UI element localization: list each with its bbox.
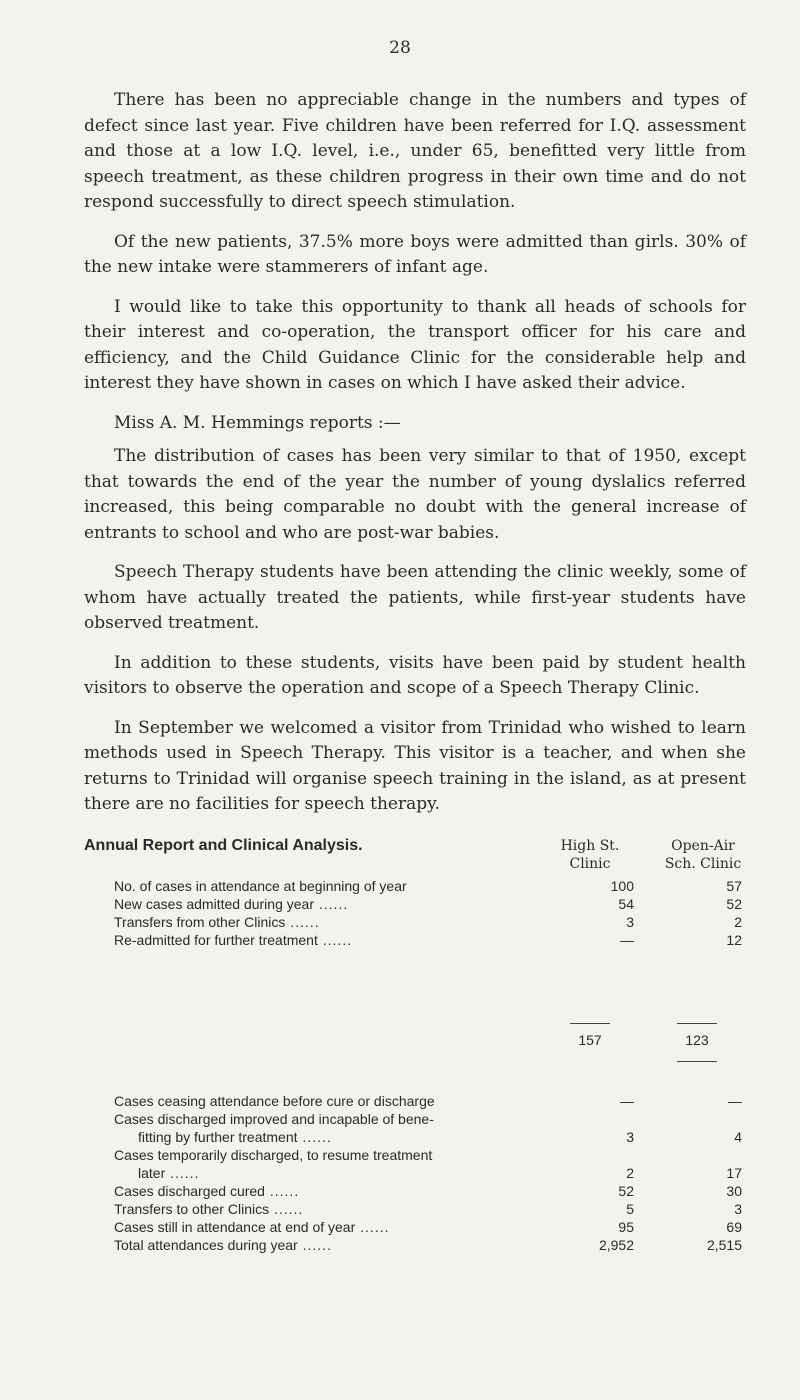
table-row [114, 1182, 742, 1200]
table-row [114, 1146, 742, 1164]
row-label [114, 1128, 554, 1146]
paragraph-students: Speech Therapy students have been attending the clinic weekly, some of whom have actually treated the patients, while first-year students have observed treatment. [84, 562, 746, 633]
value-open-air: 30 [726, 1183, 742, 1199]
value-high-st [554, 1146, 634, 1164]
row-label [114, 877, 554, 895]
row-label-text: later [138, 1165, 166, 1181]
row-label [114, 1092, 554, 1110]
table-row [114, 1110, 742, 1128]
row-label [114, 1182, 554, 1200]
row-label-text: Total attendances during year [114, 1237, 298, 1253]
column-heading-line: Sch. Clinic [664, 856, 742, 872]
value-open-air: 12 [726, 932, 742, 948]
leader-dots: ...... [285, 914, 320, 930]
row-label-text: Re-admitted for further treatment [114, 932, 318, 948]
value-open-air: 52 [726, 896, 742, 912]
value-high-st: 100 [610, 878, 634, 894]
row-label [114, 1218, 554, 1236]
total-underline [677, 1061, 717, 1062]
value-open-air: 57 [726, 878, 742, 894]
row-label-text: fitting by further treatment [138, 1129, 298, 1145]
total-open-air: 123 [685, 1032, 709, 1048]
leader-dots: ...... [165, 1165, 200, 1181]
row-label [114, 1236, 554, 1254]
row-label [114, 913, 554, 931]
table-row [114, 1236, 742, 1254]
row-label-text: Transfers to other Clinics [114, 1201, 270, 1217]
row-label [114, 1146, 554, 1164]
leader-dots: ...... [317, 932, 353, 948]
value-open-air: 69 [726, 1219, 742, 1235]
row-label [114, 1200, 554, 1218]
discharges-table [114, 1092, 742, 1254]
value-high-st: 54 [618, 896, 634, 912]
value-high-st: 95 [618, 1219, 634, 1235]
table-row [114, 1092, 742, 1110]
value-high-st [554, 1110, 634, 1128]
leader-dots: ...... [297, 1129, 332, 1145]
value-open-air: — [728, 1093, 742, 1109]
table-row [114, 931, 742, 949]
value-open-air: 17 [726, 1165, 742, 1181]
page-number: 28 [389, 38, 411, 58]
value-open-air [634, 1146, 742, 1164]
row-label-text: Cases still in attendance at end of year [114, 1219, 356, 1235]
paragraph-new-patients: Of the new patients, 37.5% more boys were admitted than girls. 30% of the new intake were stammerers of infant age. [84, 231, 746, 277]
value-high-st: 52 [618, 1183, 634, 1199]
value-open-air: 3 [734, 1201, 742, 1217]
column-heading-open-air [648, 837, 758, 873]
total-rule [677, 1023, 717, 1024]
report-heading: Annual Report and Clinical Analysis. [84, 837, 363, 854]
value-open-air: 2 [734, 914, 742, 930]
leader-dots: ...... [314, 896, 349, 912]
total-high-st: 157 [578, 1032, 602, 1048]
column-heading-line: Open-Air [671, 838, 735, 854]
table-row [114, 1164, 742, 1182]
leader-dots: ...... [355, 1219, 390, 1235]
value-open-air: 2,515 [706, 1237, 742, 1253]
value-open-air [634, 1110, 742, 1128]
row-label-text: Cases discharged cured [114, 1183, 265, 1199]
value-high-st: 3 [626, 1129, 634, 1145]
table-row [114, 913, 742, 931]
table-row [114, 877, 742, 895]
value-high-st: 2 [626, 1165, 634, 1181]
table-row [114, 1200, 742, 1218]
row-label-text: Transfers from other Clinics [114, 914, 286, 930]
row-label-text: New cases admitted during year [114, 896, 314, 912]
paragraph-hemmings-reports: Miss A. M. Hemmings reports :— [114, 412, 401, 433]
row-label-text: Cases ceasing attendance before cure or discharge [114, 1093, 435, 1109]
paragraph-iq-assessment: There has been no appreciable change in the numbers and types of defect since last year. Five children have been referred for I.Q. assessment and those at a low I.Q. level, i.e., under 65, benefitted very little from speech treatment, as these children progress in their own time and do not respond successfully to direct speech stimulation. [84, 90, 746, 212]
row-label [114, 1164, 554, 1182]
row-label-text: No. of cases in attendance at beginning of year [114, 878, 407, 894]
row-label [114, 1110, 554, 1128]
paragraph-health-visitors: In addition to these students, visits have been paid by student health visitors to observe the operation and scope of a Speech Therapy Clinic. [84, 652, 746, 698]
column-heading-line: Clinic [569, 856, 611, 872]
value-open-air: 4 [734, 1129, 742, 1145]
admissions-table [114, 877, 742, 949]
value-high-st: 2,952 [598, 1237, 634, 1253]
row-label [114, 931, 554, 949]
row-label-text: Cases discharged improved and incapable of bene- [114, 1111, 434, 1127]
row-label [114, 895, 554, 913]
paragraph-trinidad-visitor: In September we welcomed a visitor from Trinidad who wished to learn methods used in Speech Therapy. This visitor is a teacher, and when she returns to Trinidad will organise speech training in the island, as at present there are no facilities for speech therapy. [84, 717, 746, 814]
body-text [84, 88, 746, 832]
table-row [114, 895, 742, 913]
leader-dots: ...... [297, 1237, 332, 1253]
column-heading-high-st [535, 837, 645, 873]
table-row [114, 1128, 742, 1146]
total-rule [570, 1023, 610, 1024]
column-heading-line: High St. [560, 838, 620, 854]
value-high-st: — [620, 932, 634, 948]
row-label-text: Cases temporarily discharged, to resume treatment [114, 1147, 433, 1163]
value-high-st: 5 [626, 1201, 634, 1217]
leader-dots: ...... [269, 1201, 304, 1217]
paragraph-thanks: I would like to take this opportunity to thank all heads of schools for their interest and co-operation, the transport officer for his care and efficiency, and the Child Guidance Clinic for the considerable help and interest they have shown in cases on which I have asked their advice. [84, 296, 746, 393]
table-row [114, 1218, 742, 1236]
value-high-st: 3 [626, 914, 634, 930]
paragraph-distribution: The distribution of cases has been very similar to that of 1950, except that towards the end of the year the number of young dyslalics referred increased, this being comparable no doubt with the general increase of entrants to school and who are post-war babies. [84, 446, 746, 543]
value-high-st: — [620, 1093, 634, 1109]
leader-dots: ...... [264, 1183, 300, 1199]
